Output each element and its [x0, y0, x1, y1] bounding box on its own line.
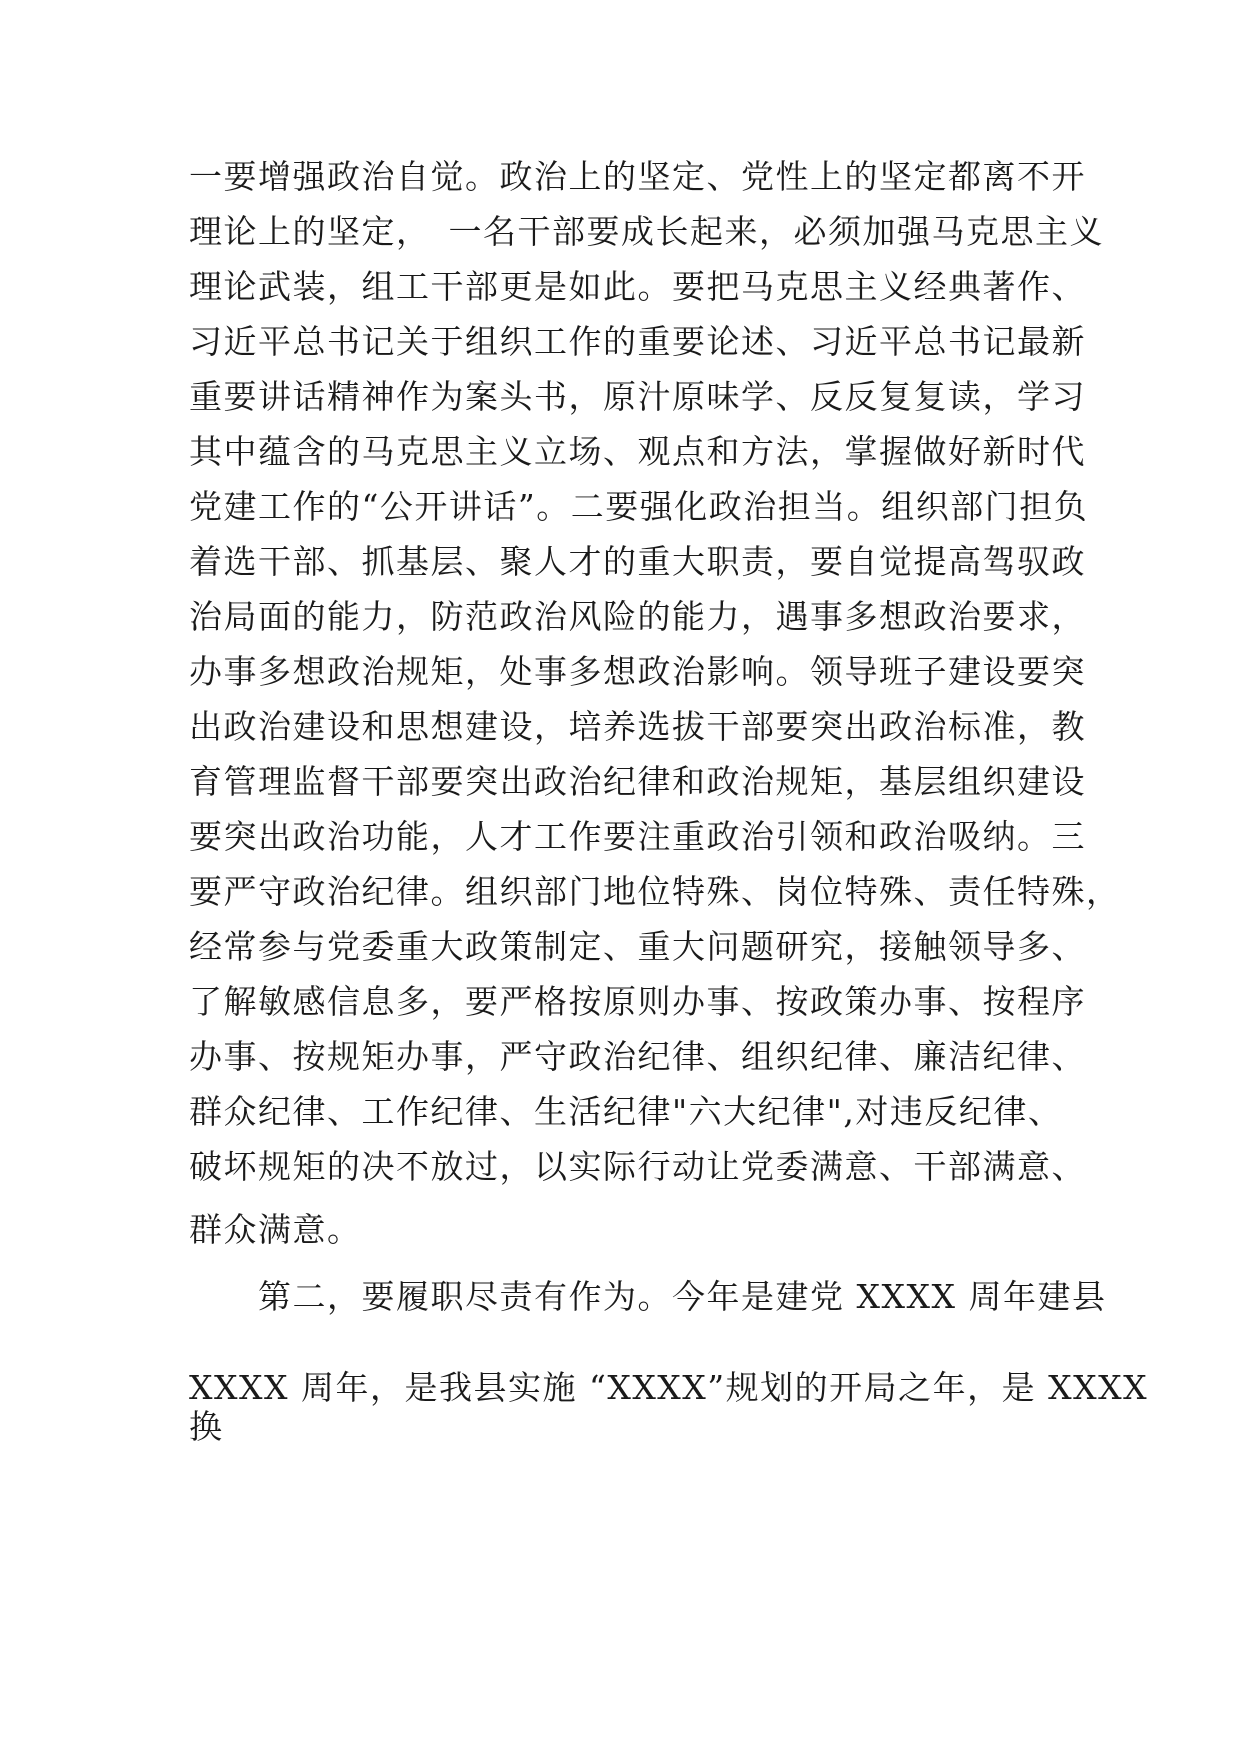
text-line-22: XXXX 周年，是我县实施 “XXXX”规划的开局之年，是 XXXX: [189, 1368, 1149, 1407]
text-line-10: 办事多想政治规矩，处事多想政治影响。领导班子建设要突: [189, 652, 1086, 691]
text-line-21: 第二，要履职尽责有作为。今年是建党 XXXX 周年建县: [189, 1277, 1107, 1316]
text-line-8: 着选干部、抓基层、聚人才的重大职责，要自觉提高驾驭政: [189, 542, 1086, 581]
text-line-23: 换: [189, 1407, 224, 1446]
text-line-5: 重要讲话精神作为案头书，原汁原味学、反反复复读，学习: [189, 377, 1086, 416]
text-line-14: 要严守政治纪律。组织部门地位特殊、岗位特殊、责任特殊，: [189, 872, 1121, 911]
text-line-12: 育管理监督干部要突出政治纪律和政治规矩，基层组织建设: [189, 762, 1086, 801]
text-line-7: 党建工作的“公开讲话”。二要强化政治担当。组织部门担负: [189, 487, 1089, 526]
text-line-4: 习近平总书记关于组织工作的重要论述、习近平总书记最新: [189, 322, 1086, 361]
text-line-16: 了解敏感信息多，要严格按原则办事、按政策办事、按程序: [189, 982, 1086, 1021]
text-line-11: 出政治建设和思想建设，培养选拔干部要突出政治标准，教: [189, 707, 1086, 746]
text-line-3: 理论武装，组工干部更是如此。要把马克思主义经典著作、: [189, 267, 1086, 306]
text-line-19: 破坏规矩的决不放过，以实际行动让党委满意、干部满意、: [189, 1147, 1086, 1186]
text-line-18: 群众纪律、工作纪律、生活纪律"六大纪律",对违反纪律、: [189, 1092, 1063, 1131]
text-line-17: 办事、按规矩办事，严守政治纪律、组织纪律、廉洁纪律、: [189, 1037, 1086, 1076]
text-line-6: 其中蕴含的马克思主义立场、观点和方法，掌握做好新时代: [189, 432, 1086, 471]
text-line-20: 群众满意。: [189, 1210, 362, 1249]
text-line-2: 理论上的坚定， 一名干部要成长起来，必须加强马克思主义: [189, 212, 1104, 251]
text-line-15: 经常参与党委重大政策制定、重大问题研究，接触领导多、: [189, 927, 1086, 966]
text-line-9: 治局面的能力，防范政治风险的能力，遇事多想政治要求，: [189, 597, 1086, 636]
text-line-1: 一要增强政治自觉。政治上的坚定、党性上的坚定都离不开: [189, 157, 1086, 196]
text-line-13: 要突出政治功能，人才工作要注重政治引领和政治吸纳。三: [189, 817, 1086, 856]
